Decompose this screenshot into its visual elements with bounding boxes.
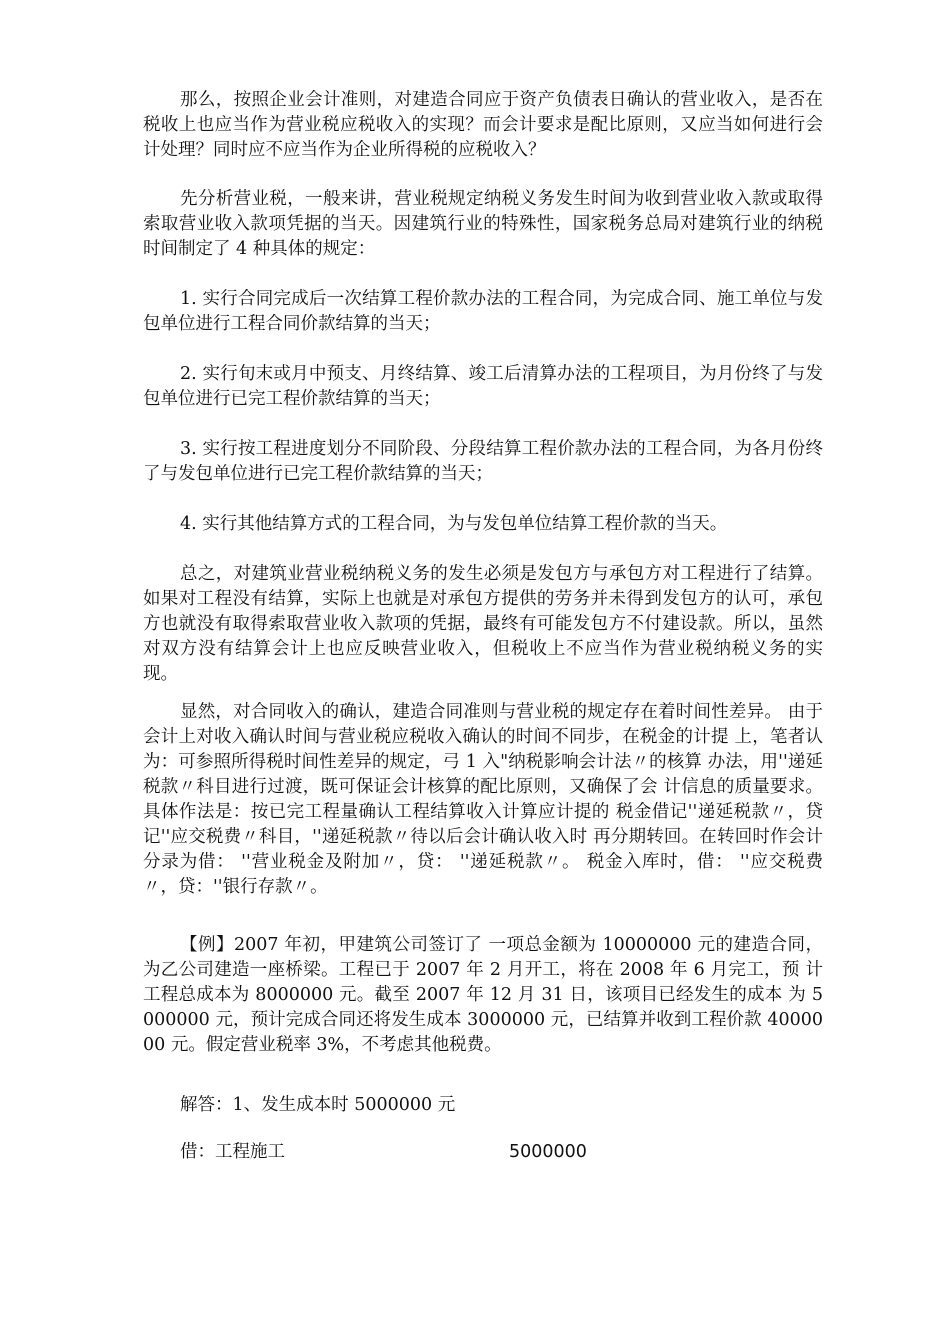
paragraph-business-tax-analysis: 先分析营业税，一般来讲，营业税规定纳税义务发生时间为收到营业收入款或取得索取营业收入款项凭据的当天。因建筑行业的特殊性，国家税务总局对建筑行业的纳税时间制定了 4 种具体的规定： <box>143 189 823 259</box>
paragraph-example: 【例】2007 年初，甲建筑公司签订了 一项总金额为 10000000 元的建造合同，为乙公司建造一座桥梁。工程已于 2007 年 2 月开工，将在 2008 年 6 月完工，预 计工程总成本为 8000000 元。截至 2007 年 12 月 31 日，该项目已经发生的成本 为 5000000 元，预计完成合同还将发生成本 3000000 元，已结算并收到工程价款 4000000 元。假定营业税率 3%，不考虑其他税费。 <box>143 935 823 1055</box>
paragraph-rule-1: 1. 实行合同完成后一次结算工程价款办法的工程合同，为完成合同、施工单位与发包单位进行工程合同价款结算的当天； <box>143 289 823 334</box>
journal-entry-amount: 5000000 <box>509 1142 587 1162</box>
paragraph-answer: 解答：1、发生成本时 5000000 元 <box>180 1095 456 1115</box>
paragraph-timing-difference: 显然，对合同收入的确认，建造合同准则与营业税的规定存在着时间性差异。 由于会计上对收入确认时间与营业税应税收入确认的时间不同步，在税金的计提 上，笔者认为：可参照所得税时间性差异的规定，弓 1 入"纳税影响会计法〃的核算 办法，用''递延税款〃科目进行过渡，既可保证会计核算的配比原则，又确保了会 计信息的质量要求。具体作法是：按已完工程量确认工程结算收入计算应计提的 税金借记''递延税款〃，贷记''应交税费〃科目，''递延税款〃待以后会计确认收入时 再分期转回。在转回时作会计分录为借： ''营业税金及附加〃，贷： ''递延税款〃。 税金入库时，借： ''应交税费〃，贷：''银行存款〃。 <box>143 702 823 897</box>
paragraph-rule-4: 4. 实行其他结算方式的工程合同，为与发包单位结算工程价款的当天。 <box>180 514 728 534</box>
paragraph-intro-question: 那么，按照企业会计准则，对建造合同应于资产负债表日确认的营业收入，是否在税收上也应当作为营业税应税收入的实现？而会计要求是配比原则，又应当如何进行会计处理？同时应不应当作为企业所得税的应税收入？ <box>143 90 823 160</box>
paragraph-rule-2: 2. 实行旬末或月中预支、月终结算、竣工后清算办法的工程项目，为月份终了与发包单位进行已完工程价款结算的当天； <box>143 364 823 409</box>
paragraph-summary: 总之，对建筑业营业税纳税义务的发生必须是发包方与承包方对工程进行了结算。如果对工程没有结算，实际上也就是对承包方提供的劳务并未得到发包方的认可，承包方也就没有取得索取营业收入款项的凭据，最终有可能发包方不付建设款。所以，虽然对双方没有结算会计上也应反映营业收入，但税收上不应当作为营业税纳税义务的实现。 <box>143 564 823 684</box>
paragraph-rule-3: 3. 实行按工程进度划分不同阶段、分段结算工程价款办法的工程合同，为各月份终了与发包单位进行已完工程价款结算的当天； <box>143 439 823 484</box>
journal-entry-account: 借：工程施工 <box>180 1142 285 1162</box>
